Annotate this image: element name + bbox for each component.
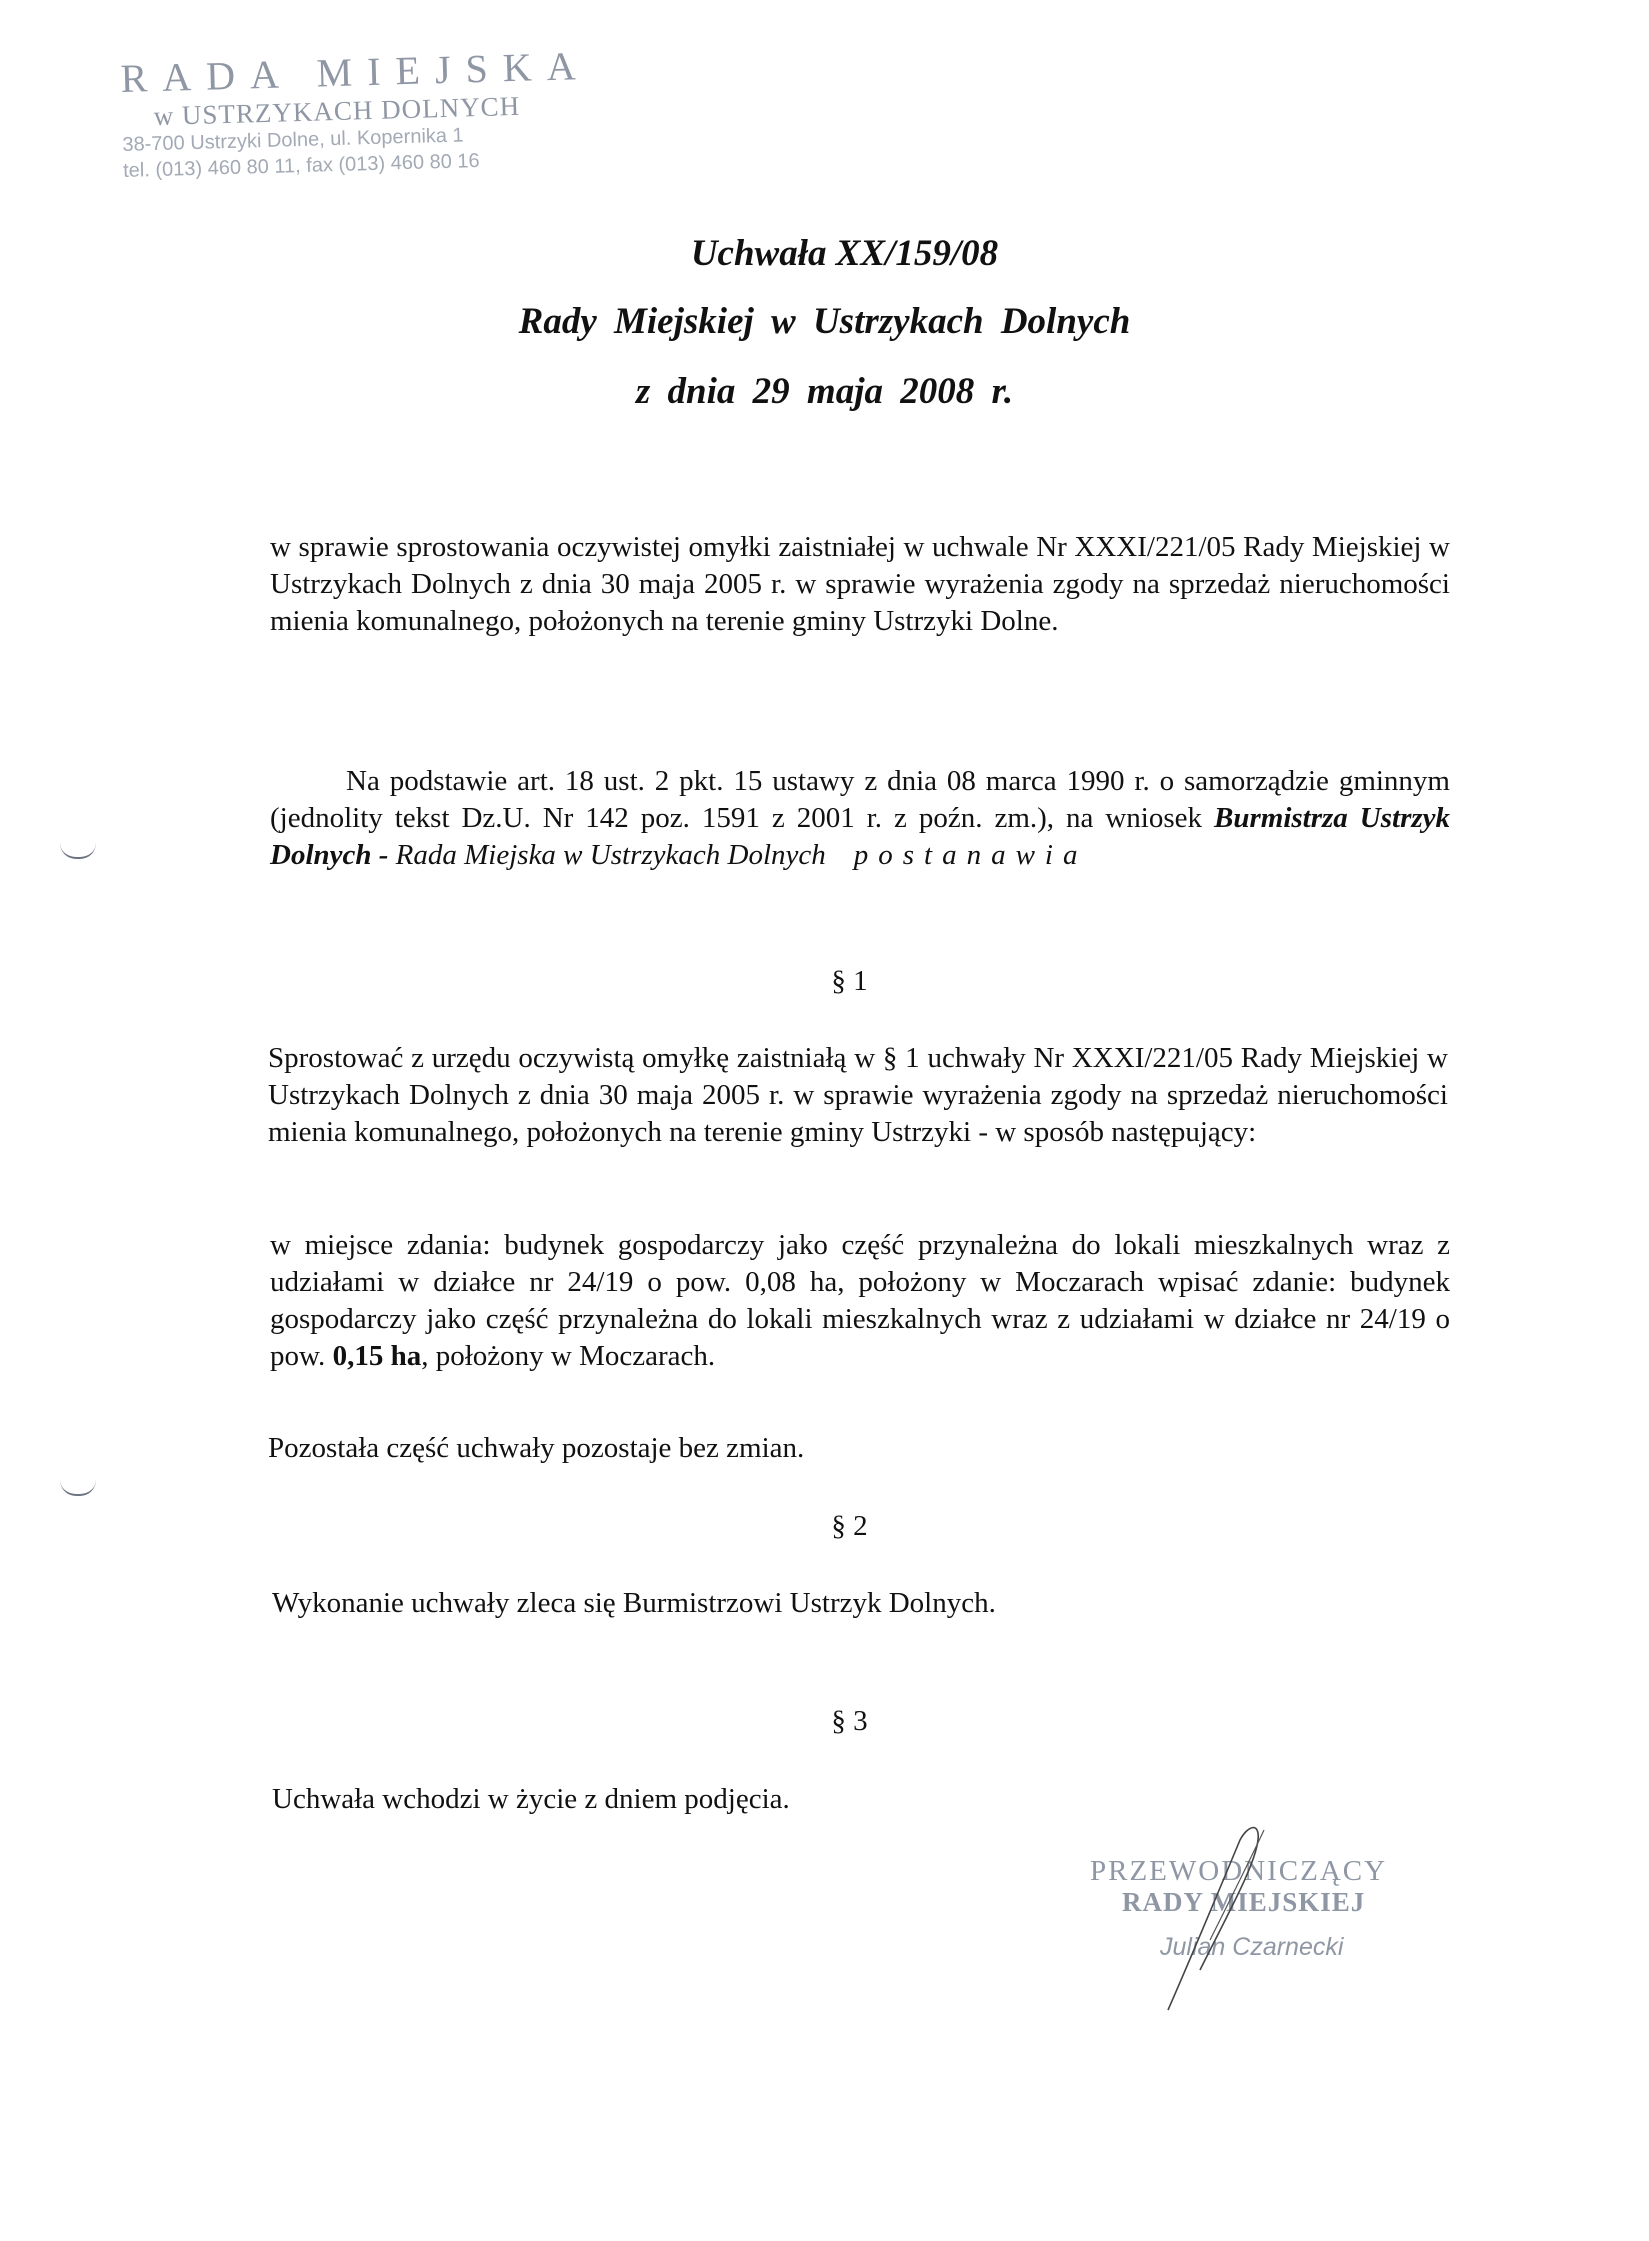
chairman-stamp-title: PRZEWODNICZĄCY [1090,1855,1388,1887]
resolution-date: z dnia 29 maja 2008 r. [635,371,1014,412]
handwritten-signature [1160,1820,1280,2020]
legal-basis-applicant: Burmistrza Ustrzyk Dolnych - [270,802,1451,871]
resolution-subject: w sprawie sprostowania oczywistej omyłki zaistniałej w uchwale Nr XXXI/221/05 Rady Miejskiej w Ustrzykach Dolnych z dnia 30 maja 2005 r. w sprawie wyrażenia zgody na sprzedaż nieruchomości mienia komunalnego, położonych na terenie gminy Ustrzyki Dolne. [270,531,1450,637]
resolution-number: Uchwała XX/159/08 [690,233,999,274]
section-1-correction-text: w miejsce zdania: budynek gospodarczy jako część przynależna do lokali mieszkalnych wraz z udziałami w działce nr 24/19 o pow. 0,08 ha, położony w Moczarach wpisać zdanie: budynek gospodarczy jako część przynależna do lokali mieszkalnych wraz z udziałami w działce nr 24/19 o pow. [270,1229,1450,1372]
stamp-address: 38-700 Ustrzyki Dolne, ul. Kopernika 1 [122,124,464,156]
stamp-phone-fax: tel. (013) 460 80 11, fax (013) 460 80 16 [122,150,480,182]
resolution-issuer: Rady Miejskiej w Ustrzykach Dolnych [518,301,1131,342]
section-1-correction-end: , położony w Moczarach. [421,1340,716,1372]
stamp-council-location: w USTRZYKACH DOLNYCH [153,90,521,132]
section-3-text: Uchwała wchodzi w życie z dniem podjęcia. [272,1783,790,1815]
section-1-heading: § 1 [831,965,868,997]
punch-hole-mark [60,843,96,859]
punch-hole-mark [60,1480,96,1496]
legal-basis-decision: postanawia [853,839,1088,871]
council-header-stamp [120,43,593,184]
section-1-corrected-area: 0,15 ha [332,1340,422,1372]
section-2-text: Wykonanie uchwały zleca się Burmistrzowi Ustrzyk Dolnych. [272,1587,996,1619]
chairman-stamp-council: RADY MIEJSKIEJ [1122,1887,1366,1917]
chairman-stamp-name: Julian Czarnecki [1160,1933,1344,1961]
legal-basis-text: Na podstawie art. 18 ust. 2 pkt. 15 ustawy z dnia 08 marca 1990 r. o samorządzie gminnym (jednolity tekst Dz.U. Nr 142 poz. 1591 z 2001 r. z poźn. zm.), na wniosek [270,765,1450,834]
stamp-council-name: RADA MIEJSKA [120,42,592,101]
section-2-heading: § 2 [831,1510,868,1542]
section-1-paragraph-1: Sprostować z urzędu oczywistą omyłkę zaistniałą w § 1 uchwały Nr XXXI/221/05 Rady Miejskiej w Ustrzykach Dolnych z dnia 30 maja 2005 r. w sprawie wyrażenia zgody na sprzedaż nieruchomości mienia komunalnego, położonych na terenie gminy Ustrzyki - w sposób następujący: [268,1042,1448,1148]
legal-basis-paragraph [270,763,1450,874]
legal-basis-council: Rada Miejska w Ustrzykach Dolnych [395,839,826,871]
section-1-paragraph-3: Pozostała część uchwały pozostaje bez zmian. [268,1432,805,1464]
section-3-heading: § 3 [831,1705,868,1737]
section-1-paragraph-2 [270,1227,1450,1375]
